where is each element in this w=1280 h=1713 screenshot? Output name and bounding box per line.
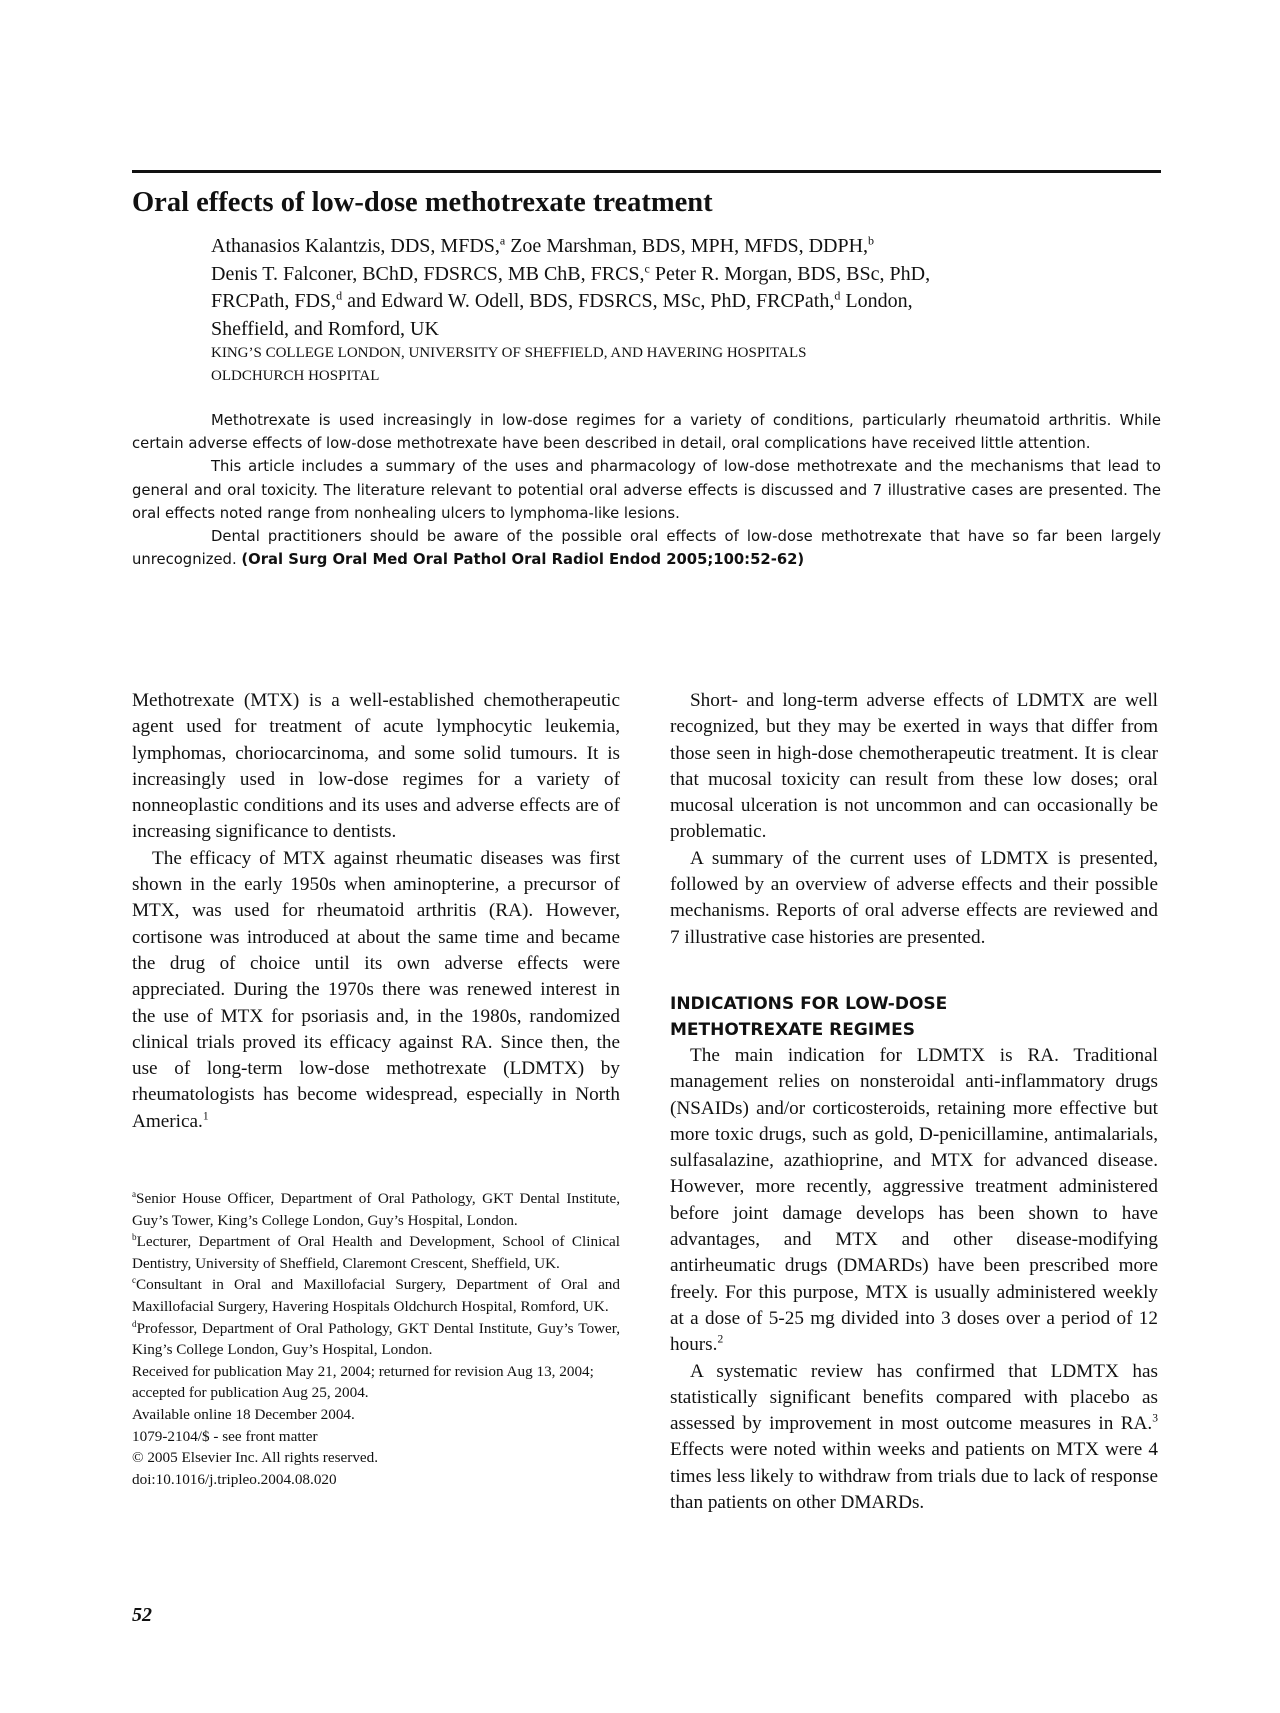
abstract-paragraph: Methotrexate is used increasingly in low-dose regimes for a variety of conditions, particularly rheumatoid arthritis. While certain adverse effects of low-dose methotrexate have been described in detail, oral complications have received little attention. xyxy=(132,412,1161,453)
footnote: $^c$Consultant in Oral and Maxillofacial Surgery, Department of Oral and Maxillofacial Surgery, Havering Hospitals Oldchurch Hospital, Romford, UK. xyxy=(132,1275,620,1315)
reference-marker: 2 xyxy=(717,1333,724,1346)
author-line: Athanasios Kalantzis, DDS, MFDS,$^a$ Zoe Marshman, BDS, MPH, MFDS, DDPH,$^b$ xyxy=(211,233,875,257)
reference-marker: 1 xyxy=(202,1110,209,1123)
body-paragraph: A summary of the current uses of LDMTX is presented, followed by an overview of adverse effects and their possible mechanisms. Reports of oral adverse effects are reviewed and 7 illustrative case histories are presented. xyxy=(670,847,1158,948)
abstract-paragraph: Dental practitioners should be aware of the possible oral effects of low-dose methotrexate that have so far been largely unrecognized. (Oral Surg Oral Med Oral Pathol Oral Radiol Endod 2005;100:52-62) xyxy=(132,528,1161,569)
footnote: $^a$Senior House Officer, Department of Oral Pathology, GKT Dental Institute, Guy’s Tower, King’s College London, Guy’s Hospital, London. xyxy=(132,1188,620,1229)
author-line: Sheffield, and Romford, UK xyxy=(211,317,439,340)
author-list xyxy=(211,233,1111,343)
institution-affiliation: KING’S COLLEGE LONDON, UNIVERSITY OF SHEFFIELD, AND HAVERING HOSPITALS OLDCHURCH HOSPITAL xyxy=(211,345,807,384)
body-paragraph: The efficacy of MTX against rheumatic diseases was first shown in the early 1950s when aminopterine, a precursor of MTX, was used for rheumatoid arthritis (RA). However, cortisone was introduced at about the same time and became the drug of choice until its own adverse effects were appreciated. During the 1970s there was renewed interest in the use of MTX for psoriasis and, in the 1980s, randomized clinical trials proved its efficacy against RA. Since then, the use of long-term low-dose methotrexate (LDMTX) by rheumatologists has become widespread, especially in North America.$^1$ xyxy=(132,847,620,1132)
section-heading: INDICATIONS FOR LOW-DOSE METHOTREXATE REGIMES xyxy=(670,993,948,1040)
body-column-right xyxy=(670,688,1158,1516)
author-line: Denis T. Falconer, BChD, FDSRCS, MB ChB, FRCS,$^c$ Peter R. Morgan, BDS, BSc, PhD, xyxy=(211,260,931,285)
article-title: Oral effects of low-dose methotrexate treatment xyxy=(132,187,713,218)
page-number: 52 xyxy=(132,1604,152,1626)
journal-citation: (Oral Surg Oral Med Oral Pathol Oral Radiol Endod 2005;100:52-62) xyxy=(241,551,805,569)
header-rule xyxy=(132,170,1161,173)
footnote: $^d$Professor, Department of Oral Pathology, GKT Dental Institute, Guy’s Tower, King’s College London, Guy’s Hospital, London. xyxy=(132,1318,620,1359)
body-column-left xyxy=(132,688,620,1135)
online-date: Available online 18 December 2004. xyxy=(132,1405,355,1423)
reference-marker: 3 xyxy=(1152,1412,1158,1425)
author-line: FRCPath, FDS,$^d$ and Edward W. Odell, BDS, FDSRCS, MSc, PhD, FRCPath,$^d$ London, xyxy=(211,288,913,312)
abstract xyxy=(132,409,1161,571)
abstract-paragraph: This article includes a summary of the uses and pharmacology of low-dose methotrexate and the mechanisms that lead to general and oral toxicity. The literature relevant to potential oral adverse effects is discussed and 7 illustrative cases are presented. The oral effects noted range from nonhealing ulcers to lymphoma-like lesions. xyxy=(132,458,1161,522)
publication-dates: Received for publication May 21, 2004; returned for revision Aug 13, 2004; accepted for publication Aug 25, 2004. xyxy=(132,1362,594,1402)
footnotes xyxy=(132,1188,620,1490)
footnote: $^b$Lecturer, Department of Oral Health and Development, School of Clinical Dentistry, University of Sheffield, Claremont Crescent, Sheffield, UK. xyxy=(132,1232,620,1272)
issn-line: 1079-2104/$ - see front matter xyxy=(132,1427,318,1445)
copyright-line: © 2005 Elsevier Inc. All rights reserved. xyxy=(132,1449,379,1467)
body-paragraph: Short- and long-term adverse effects of LDMTX are well recognized, but they may be exerted in ways that differ from those seen in high-dose chemotherapeutic treatment. It is clear that mucosal toxicity can result from these low doses; oral mucosal ulceration is not uncommon and can occasionally be problematic. xyxy=(670,690,1158,843)
doi-link[interactable]: doi:10.1016/j.tripleo.2004.08.020 xyxy=(132,1470,337,1488)
body-paragraph: The main indication for LDMTX is RA. Traditional management relies on nonsteroidal anti-inflammatory drugs (NSAIDs) and/or corticosteroids, retaining more effective but more toxic drugs, such as gold, D-penicillamine, antimalarials, sulfasalazine, azathioprine, and MTX for advanced disease. However, more recently, aggressive treatment administered before joint damage develops has been shown to have advantages, and MTX and other disease-modifying antirheumatic drugs (DMARDs) have been prescribed more freely. For this purpose, MTX is usually administered weekly at a dose of 5-25 mg divided into 3 doses over a period of 12 hours.$^2$ xyxy=(670,1044,1158,1356)
body-paragraph: A systematic review has confirmed that LDMTX has statistically significant benefits compared with placebo as assessed by improvement in most outcome measures in RA.$^3$ Effects were noted within weeks and patients on MTX were 4 times less likely to withdraw from trials due to lack of response than patients on other DMARDs. xyxy=(670,1360,1158,1514)
body-paragraph: Methotrexate (MTX) is a well-established chemotherapeutic agent used for treatment of acute lymphocytic leukemia, lymphomas, choriocarcinoma, and some solid tumours. It is increasingly used in low-dose regimes for a variety of nonneoplastic conditions and its uses and adverse effects are of increasing significance to dentists. xyxy=(132,690,620,843)
